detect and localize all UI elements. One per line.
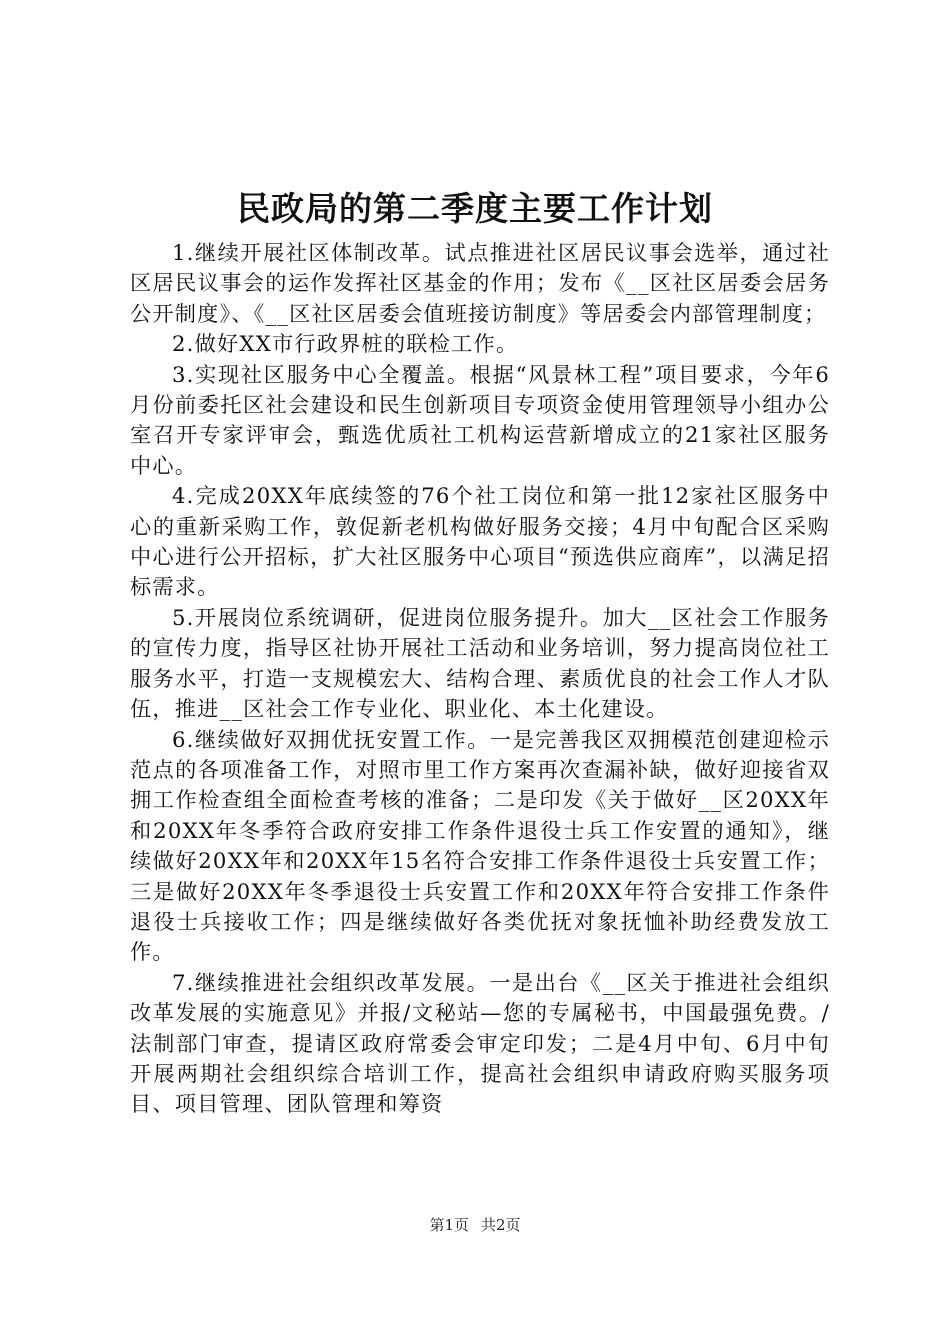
paragraph-6: 6.继续做好双拥优抚安置工作。一是完善我区双拥模范创建迎检示范点的各项准备工作，对照市里工作方案再次查漏补缺，做好迎接省双拥工作检查组全面检查考核的准备；二是印发《关于做好__区20XX年和20XX年冬季符合政府安排工作条件退役士兵工作安置的通知》，继续做好20XX年和20XX年15名符合安排工作条件退役士兵安置工作；三是做好20XX年冬季退役士兵安置工作和20XX年符合安排工作条件退役士兵接收工作；四是继续做好各类优抚对象抚恤补助经费发放工作。 (130, 726, 830, 965)
document-body (130, 238, 830, 1120)
paragraph-2: 2.做好XX市行政界桩的联检工作。 (172, 331, 519, 357)
page-footer (0, 1215, 950, 1235)
paragraph-7: 7.继续推进社会组织改革发展。一是出台《__区关于推进社会组织改革发展的实施意见》并报/文秘站—您的专属秘书，中国最强免费。/法制部门审查，提请区政府常委会审定印发；二是4月中旬、6月中旬开展两期社会组织综合培训工作，提高社会组织申请政府购买服务项目、项目管理、团队管理和筹资 (130, 969, 830, 1117)
paragraph-1: 1.继续开展社区体制改革。试点推进社区居民议事会选举，通过社区居民议事会的运作发挥社区基金的作用；发布《__区社区居委会居务公开制度》、《__区社区居委会值班接访制度》等居委会内部管理制度； (130, 240, 830, 326)
paragraph-4: 4.完成20XX年底续签的76个社工岗位和第一批12家社区服务中心的重新采购工作，敦促新老机构做好服务交接；4月中旬配合区采购中心进行公开招标，扩大社区服务中心项目“预选供应商库”，以满足招标需求。 (130, 483, 830, 600)
page-number: 第1页 (429, 1216, 469, 1234)
paragraph-3: 3.实现社区服务中心全覆盖。根据“风景林工程”项目要求，今年6月份前委托区社会建设和民生创新项目专项资金使用管理领导小组办公室召开专家评审会，甄选优质社工机构运营新增成立的21家社区服务中心。 (130, 361, 830, 478)
document-title: 民政局的第二季度主要工作计划 (237, 189, 713, 228)
page-total: 共2页 (481, 1216, 521, 1234)
paragraph-5: 5.开展岗位系统调研，促进岗位服务提升。加大__区社会工作服务的宣传力度，指导区社协开展社工活动和业务培训，努力提高岗位社工服务水平，打造一支规模宏大、结构合理、素质优良的社会工作人才队伍，推进__区社会工作专业化、职业化、本土化建设。 (130, 604, 830, 722)
